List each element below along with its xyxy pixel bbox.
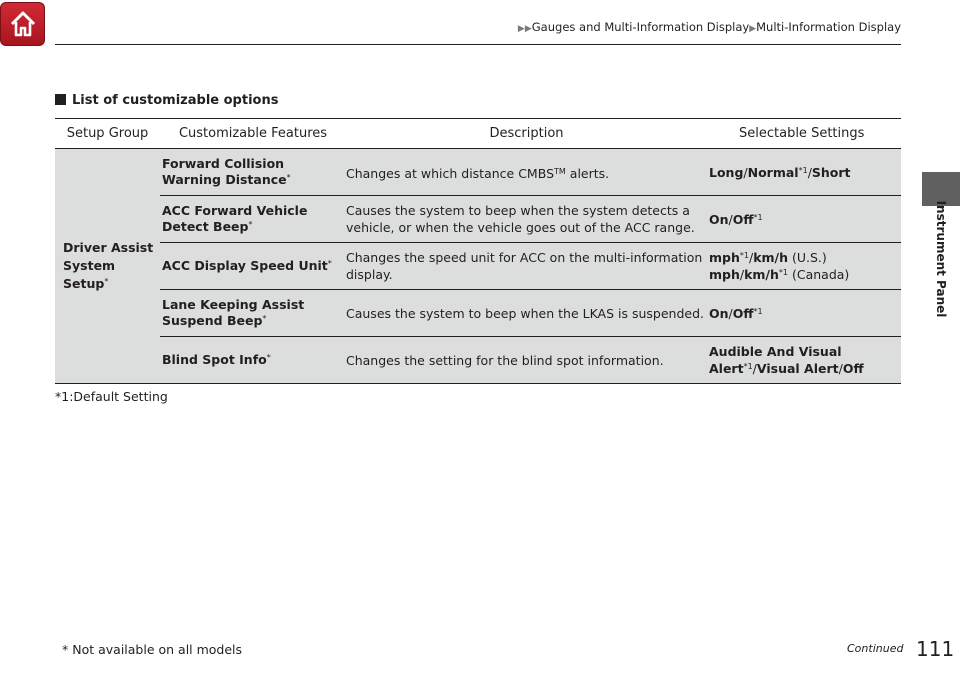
feature-line: ACC Forward Vehicle xyxy=(162,203,308,218)
table-header-row xyxy=(55,119,901,149)
not-available-note: * Not available on all models xyxy=(62,642,243,657)
setting-region: (U.S.) xyxy=(788,250,827,265)
not-available-mark: * xyxy=(266,353,271,362)
description-cell: Changes the setting for the blind spot information. xyxy=(346,337,707,384)
setting-separator: / xyxy=(743,164,748,180)
section-title: List of customizable options xyxy=(72,93,279,108)
table-row xyxy=(55,337,901,384)
description-cell: Causes the system to beep when the system detects a vehicle, or when the vehicle goes out of the ACC range. xyxy=(346,196,707,243)
header-description: Description xyxy=(346,119,707,149)
feature-line: Blind Spot Info xyxy=(162,352,267,367)
home-button[interactable] xyxy=(0,2,45,46)
setting-option: km/h xyxy=(753,250,788,265)
setting-separator: / xyxy=(807,164,812,180)
default-mark: *1 xyxy=(753,212,763,222)
table-row xyxy=(55,196,901,243)
customizable-options-table xyxy=(55,118,901,384)
setting-separator: / xyxy=(748,250,754,265)
setting-separator: / xyxy=(739,267,745,282)
header-divider xyxy=(55,44,901,45)
description-text: Changes at which distance CMBS xyxy=(346,165,555,181)
group-line: System xyxy=(63,258,116,273)
settings-cell xyxy=(707,243,901,290)
feature-cell xyxy=(160,290,346,337)
table-row xyxy=(55,149,901,196)
header-setup-group: Setup Group xyxy=(55,119,160,149)
setting-separator: / xyxy=(838,361,843,376)
feature-cell xyxy=(160,243,346,290)
setting-option: Alert xyxy=(709,361,744,376)
setting-option: Visual Alert xyxy=(756,361,839,376)
not-available-mark: * xyxy=(327,259,332,268)
feature-line: Detect Beep xyxy=(162,219,249,234)
feature-cell xyxy=(160,337,346,384)
not-available-mark: * xyxy=(248,220,253,229)
table-row xyxy=(55,290,901,337)
table-row xyxy=(55,243,901,290)
continued-label: Continued xyxy=(847,642,904,655)
breadcrumb-link-gauges[interactable]: Gauges and Multi-Information Display xyxy=(531,20,750,34)
breadcrumb-arrow-icon: ▶▶ xyxy=(517,24,532,34)
description-text: alerts. xyxy=(565,165,610,181)
setting-option: Off xyxy=(732,211,754,227)
description-cell xyxy=(346,149,707,196)
setting-option: mph xyxy=(709,250,740,265)
section-heading xyxy=(55,93,278,108)
setting-option: Off xyxy=(842,361,864,376)
description-cell: Changes the speed unit for ACC on the multi-information display. xyxy=(346,243,707,290)
square-bullet-icon xyxy=(55,94,66,105)
setting-option: Off xyxy=(732,305,754,321)
setting-option: On xyxy=(709,211,729,227)
breadcrumb xyxy=(518,20,901,34)
default-mark: *1 xyxy=(753,306,763,316)
not-available-mark: * xyxy=(262,314,267,323)
group-line: Driver Assist xyxy=(63,240,154,255)
header-selectable-settings: Selectable Settings xyxy=(707,119,901,149)
home-icon xyxy=(9,10,37,38)
settings-cell xyxy=(707,337,901,384)
setting-region: (Canada) xyxy=(788,267,850,282)
description-cell: Causes the system to beep when the LKAS is suspended. xyxy=(346,290,707,337)
setting-option: km/h xyxy=(744,267,779,282)
default-mark: *1 xyxy=(743,362,753,371)
feature-line: Warning Distance xyxy=(162,172,287,187)
setup-group-cell xyxy=(55,149,160,384)
default-mark: *1 xyxy=(739,251,749,260)
header-customizable-features: Customizable Features xyxy=(160,119,346,149)
feature-line: ACC Display Speed Unit xyxy=(162,258,328,273)
feature-cell xyxy=(160,196,346,243)
setting-option: Long xyxy=(709,164,744,180)
chapter-label: Instrument Panel xyxy=(934,200,948,318)
setting-option: Audible And Visual xyxy=(709,344,842,359)
page-number: 111 xyxy=(916,637,955,661)
default-mark: *1 xyxy=(778,268,788,277)
setting-separator: / xyxy=(728,305,733,321)
setting-separator: / xyxy=(728,211,733,227)
not-available-mark: * xyxy=(286,173,291,182)
feature-line: Lane Keeping Assist xyxy=(162,297,305,312)
trademark-mark: TM xyxy=(554,166,566,176)
feature-line: Forward Collision xyxy=(162,156,285,171)
setting-option: On xyxy=(709,305,729,321)
breadcrumb-arrow-icon: ▶ xyxy=(749,24,757,34)
group-line: Setup xyxy=(63,276,105,291)
setting-option: Normal xyxy=(747,164,799,180)
settings-cell xyxy=(707,149,901,196)
not-available-mark: * xyxy=(104,277,109,286)
settings-cell xyxy=(707,196,901,243)
default-setting-footnote: *1:Default Setting xyxy=(55,389,168,404)
setting-option: Short xyxy=(811,164,851,180)
breadcrumb-link-mid[interactable]: Multi-Information Display xyxy=(756,20,901,34)
settings-cell xyxy=(707,290,901,337)
default-mark: *1 xyxy=(798,165,808,175)
setting-separator: / xyxy=(752,361,757,376)
feature-cell xyxy=(160,149,346,196)
setting-option: mph xyxy=(709,267,740,282)
feature-line: Suspend Beep xyxy=(162,313,263,328)
